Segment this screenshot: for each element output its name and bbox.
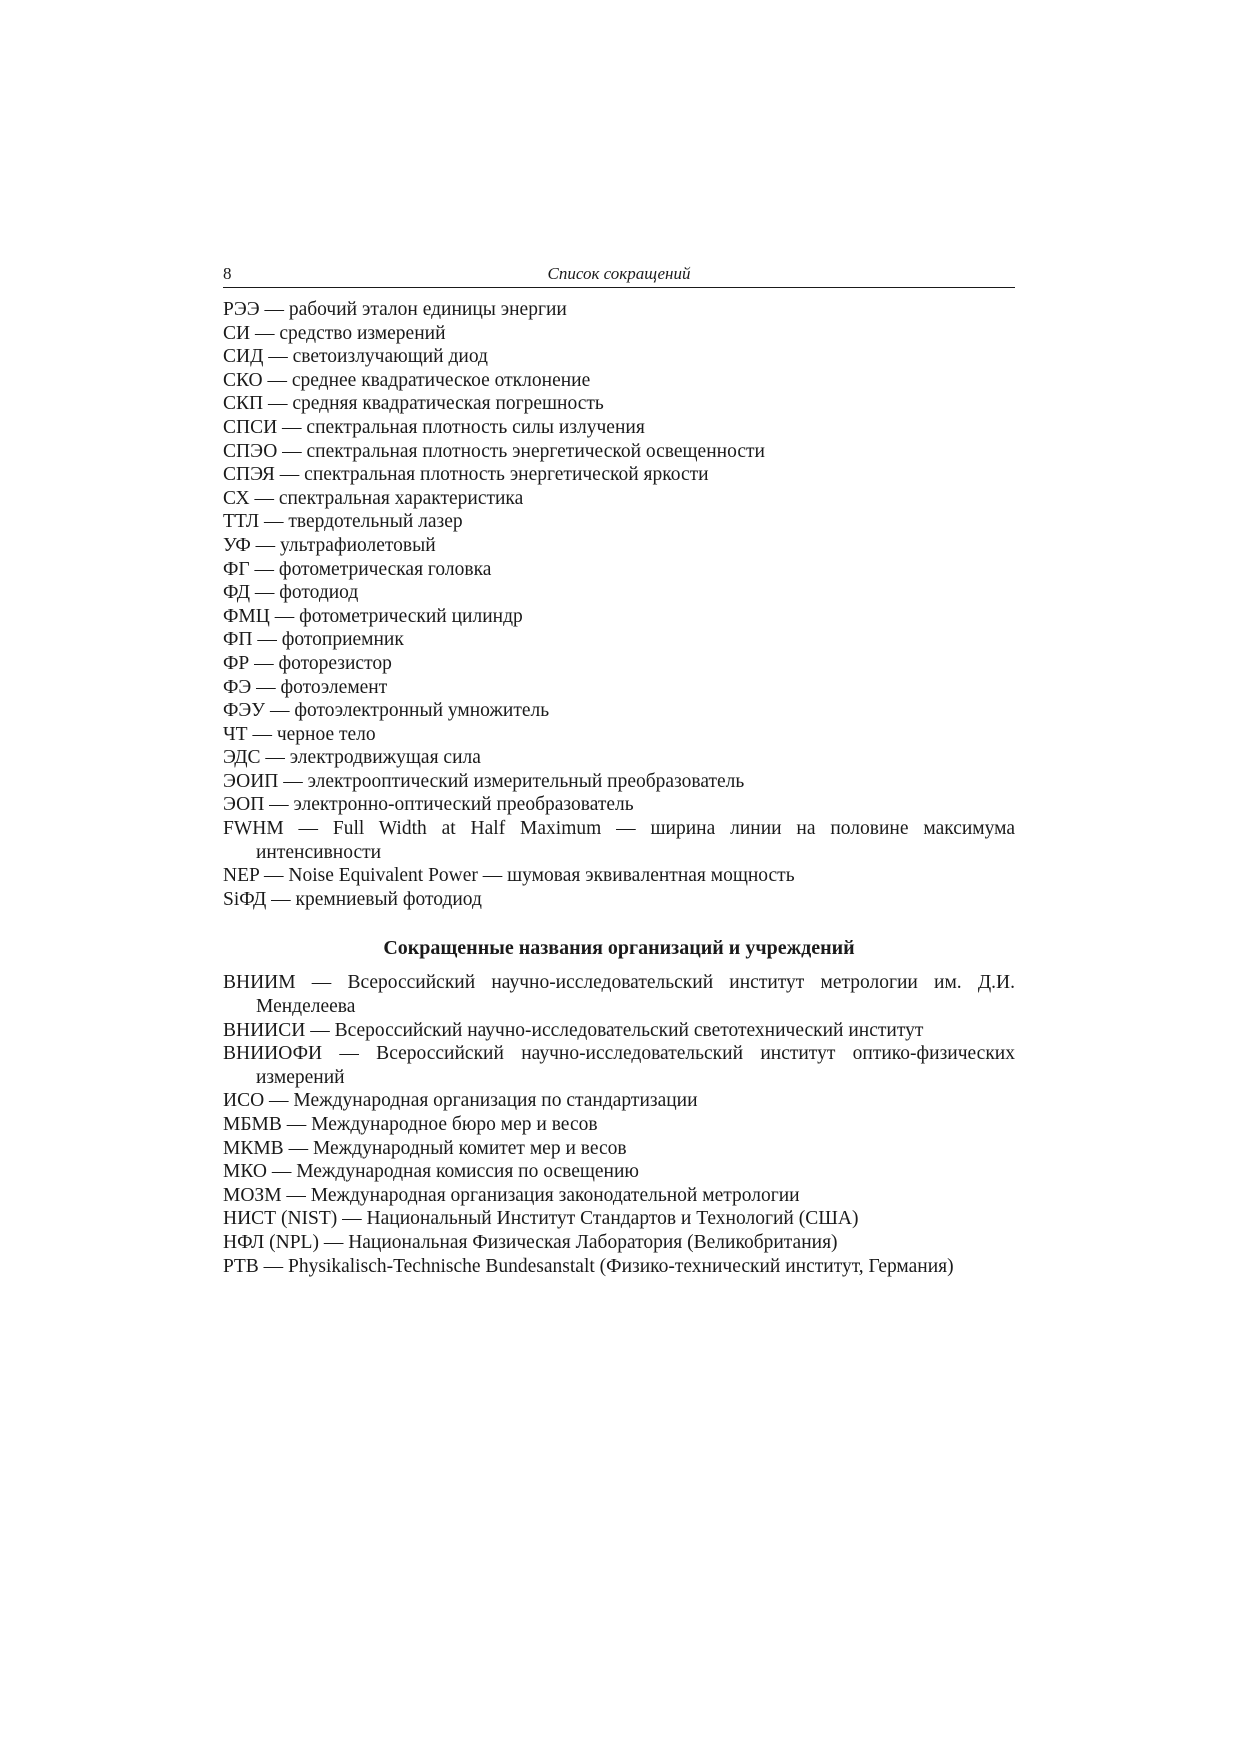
abbreviation-entry: СПСИ — спектральная плотность силы излучения — [223, 416, 645, 438]
organization-entry: МБМВ — Международное бюро мер и весов — [223, 1114, 598, 1135]
abbreviation-entry: ФГ — фотометрическая головка — [223, 558, 492, 580]
organization-entry: МКО — Международная комиссия по освещению — [223, 1161, 639, 1183]
abbreviation-entry: ФМЦ — фотометрический цилиндр — [223, 605, 523, 627]
organization-entry: НФЛ (NPL) — Национальная Физическая Лаборатория (Великобритания) — [223, 1231, 838, 1253]
abbreviation-entry: СПЭЯ — спектральная плотность энергетической яркости — [223, 464, 709, 486]
organization-entry: ВНИИОФИ — Всероссийский научно-исследовательский институт оптико-физических измерений — [223, 1043, 1015, 1088]
abbreviation-entry: ЧТ — черное тело — [223, 723, 376, 745]
abbreviation-entry: ТТЛ — твердотельный лазер — [223, 511, 463, 533]
abbreviation-entry: ФД — фотодиод — [223, 582, 359, 604]
organization-list — [223, 971, 1015, 1278]
abbreviation-entry: SiФД — кремниевый фотодиод — [223, 888, 482, 910]
abbreviation-entry: УФ — ультрафиолетовый — [223, 534, 436, 556]
organization-entry: НИСТ (NIST) — Национальный Институт Стандартов и Технологий (США) — [223, 1208, 859, 1230]
organization-entry: МОЗМ — Международная организация законодательной метрологии — [223, 1184, 800, 1206]
abbreviation-entry: FWHM — Full Width at Half Maximum — ширина линии на половине максимума интенсивности — [223, 818, 1015, 863]
abbreviation-entry: ЭОП — электронно-оптический преобразователь — [223, 794, 634, 816]
organization-entry: ВНИИМ — Всероссийский научно-исследовательский институт метрологии им. Д.И. Менделеева — [223, 972, 1015, 1018]
book-page — [223, 262, 1015, 1278]
abbreviation-entry: ФР — фоторезистор — [223, 652, 392, 674]
organization-entry: ИСО — Международная организация по стандартизации — [223, 1090, 698, 1112]
abbreviation-entry: ФЭ — фотоэлемент — [223, 676, 388, 698]
abbreviation-entry: NEP — Noise Equivalent Power — шумовая эквивалентная мощность — [223, 865, 795, 887]
abbreviation-entry: СКО — среднее квадратическое отклонение — [223, 369, 591, 391]
abbreviation-entry: СПЭО — спектральная плотность энергетической освещенности — [223, 440, 765, 462]
page-number: 8 — [223, 264, 232, 283]
organization-entry: PTB — Physikalisch-Technische Bundesanstalt (Физико-технический институт, Германия) — [223, 1255, 954, 1277]
section-heading: Сокращенные названия организаций и учреждений — [383, 937, 855, 960]
running-title: Список сокращений — [547, 264, 691, 283]
organization-entry: МКМВ — Международный комитет мер и весов — [223, 1137, 627, 1159]
abbreviation-entry: СХ — спектральная характеристика — [223, 487, 524, 509]
abbreviation-entry: ФЭУ — фотоэлектронный умножитель — [223, 700, 550, 722]
abbreviation-list — [223, 298, 1015, 911]
abbreviation-entry: РЭЭ — рабочий эталон единицы энергии — [223, 299, 567, 320]
abbreviation-entry: СИ — средство измерений — [223, 322, 446, 344]
abbreviation-entry: СКП — средняя квадратическая погрешность — [223, 393, 604, 415]
organization-entry: ВНИИСИ — Всероссийский научно-исследовательский светотехнический институт — [223, 1019, 924, 1041]
abbreviation-entry: СИД — светоизлучающий диод — [223, 346, 488, 368]
running-header — [223, 262, 1015, 286]
header-rule — [223, 287, 1015, 288]
abbreviation-entry: ФП — фотоприемник — [223, 629, 404, 651]
abbreviation-entry: ЭОИП — электрооптический измерительный преобразователь — [223, 770, 745, 792]
abbreviation-entry: ЭДС — электродвижущая сила — [223, 747, 481, 769]
